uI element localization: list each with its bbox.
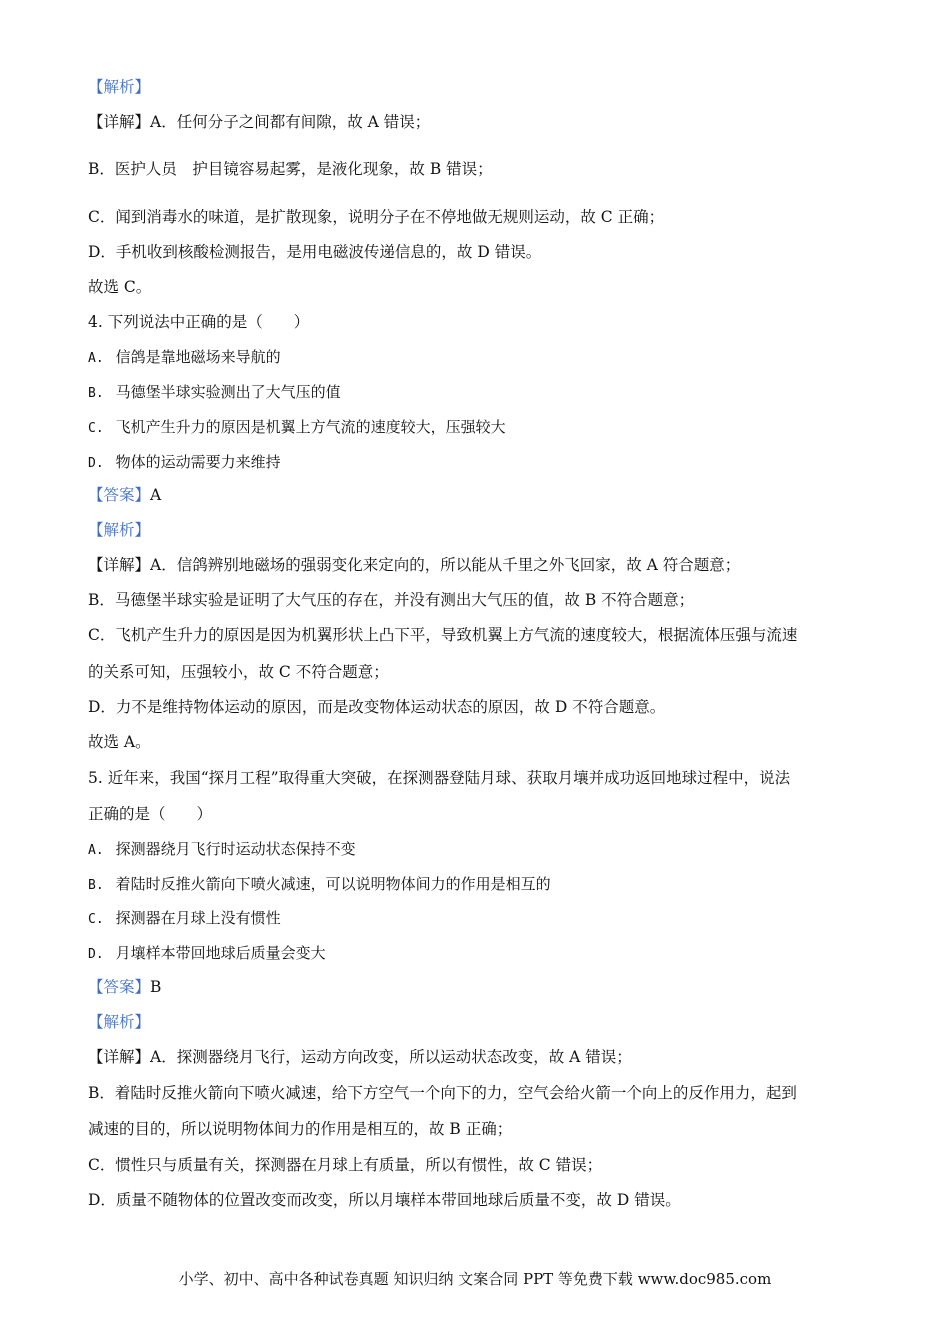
option-d: D. 物体的运动需要力来维持 [88,453,281,471]
question-stem-cont: 正确的是（ ） [88,805,213,823]
option-d: D. 月壤样本带回地球后质量会变大 [88,944,326,962]
detail-a: 【详解】A．信鸽辨别地磁场的强弱变化来定向的，所以能从千里之外飞回家，故 A 符合题意； [88,556,741,574]
answer-tag: 【答案】 [88,978,151,996]
question-stem: 5. 近年来，我国“探月工程”取得重大突破，在探测器登陆月球、获取月壤并成功返回地球过程中，说法 [88,769,791,787]
page-footer: 小学、初中、高中各种试卷真题 知识归纳 文案合同 PPT 等免费下载 www.doc985.com [178,1270,772,1288]
answer-value: B [150,978,162,996]
analysis-tag: 【解析】 [88,78,151,96]
detail-a: 【详解】A．任何分子之间都有间隙，故 A 错误； [88,113,431,131]
detail-tag: 【详解】 [88,113,151,131]
detail-a: 【详解】A．探测器绕月飞行，运动方向改变，所以运动状态改变，故 A 错误； [88,1048,632,1066]
answer-tag: 【答案】 [88,486,151,504]
detail-c: C．闻到消毒水的味道，是扩散现象，说明分子在不停地做无规则运动，故 C 正确； [88,208,665,226]
option-a: A. 探测器绕月飞行时运动状态保持不变 [88,840,356,858]
answer-line [88,484,890,506]
detail-tag: 【详解】 [88,556,151,574]
detail-c: C．飞机产生升力的原因是因为机翼形状上凸下平，导致机翼上方气流的速度较大，根据流体压强与流速 [88,626,798,644]
analysis-tag: 【解析】 [88,1013,151,1031]
detail-d: D．力不是维持物体运动的原因，而是改变物体运动状态的原因，故 D 不符合题意。 [88,698,666,716]
option-a: A. 信鸽是靠地磁场来导航的 [88,348,281,366]
conclusion: 故选 A。 [88,733,151,751]
option-b: B. 马德堡半球实验测出了大气压的值 [88,383,341,401]
detail-b: B．着陆时反推火箭向下喷火减速，给下方空气一个向下的力，空气会给火箭一个向上的反作用力，起到 [88,1084,797,1102]
question-stem: 4. 下列说法中正确的是（ ） [88,313,310,331]
option-c: C. 飞机产生升力的原因是机翼上方气流的速度较大，压强较大 [88,418,506,436]
detail-c: C．惯性只与质量有关，探测器在月球上有质量，所以有惯性，故 C 错误； [88,1156,603,1174]
option-b: B. 着陆时反推火箭向下喷火减速，可以说明物体间力的作用是相互的 [88,875,551,893]
detail-d: D．手机收到核酸检测报告，是用电磁波传递信息的，故 D 错误。 [88,243,542,261]
detail-d: D．质量不随物体的位置改变而改变，所以月壤样本带回地球后质量不变，故 D 错误。 [88,1191,681,1209]
answer-value: A [150,486,162,504]
answer-line [88,976,890,998]
detail-tag: 【详解】 [88,1048,151,1066]
detail-b-cont: 减速的目的，所以说明物体间力的作用是相互的，故 B 正确； [88,1120,513,1138]
analysis-tag: 【解析】 [88,521,151,539]
detail-b: B．医护人员 护目镜容易起雾，是液化现象，故 B 错误； [88,160,493,178]
detail-b: B．马德堡半球实验是证明了大气压的存在，并没有测出大气压的值，故 B 不符合题意； [88,591,695,609]
detail-c-cont: 的关系可知，压强较小，故 C 不符合题意； [88,663,389,681]
conclusion: 故选 C。 [88,278,152,296]
option-c: C. 探测器在月球上没有惯性 [88,909,281,927]
